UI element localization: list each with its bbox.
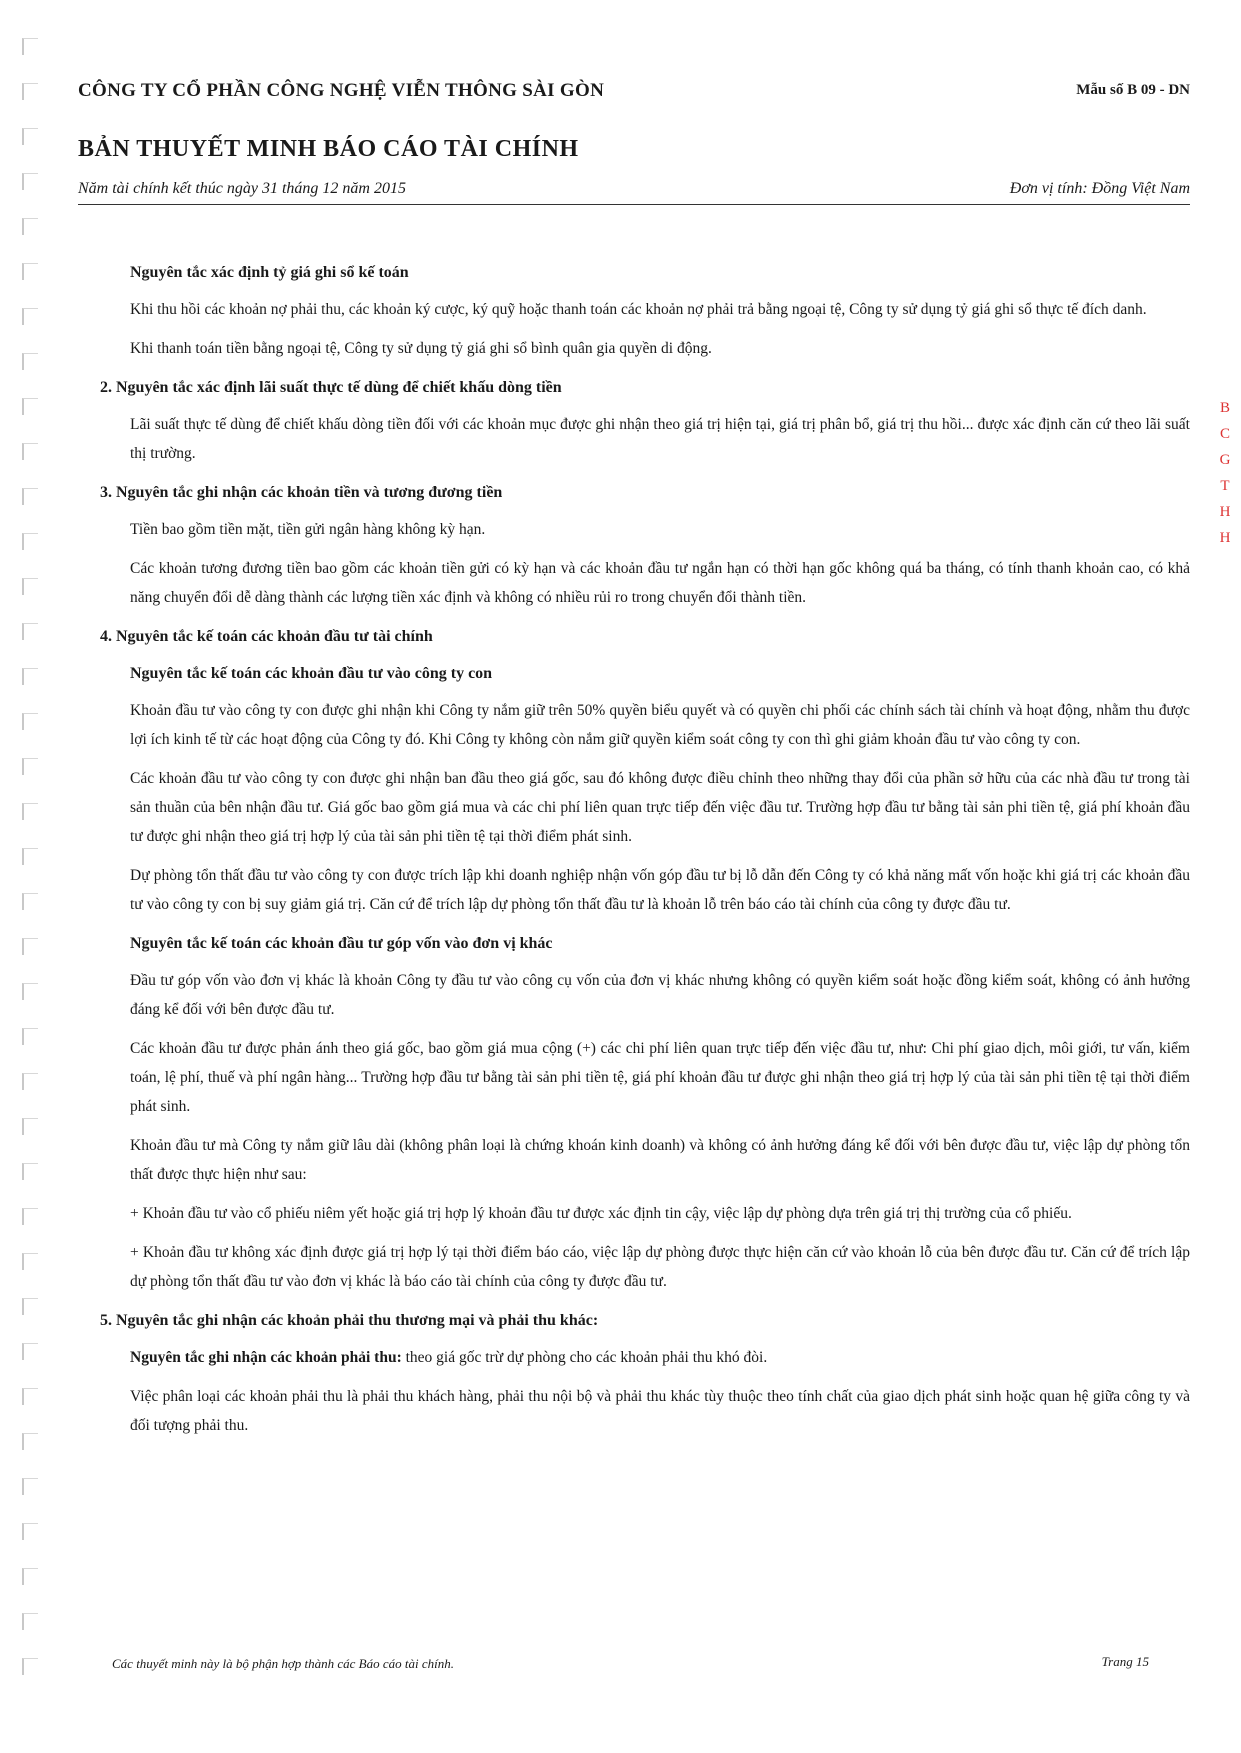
heading-subsidiary-investment: Nguyên tắc kế toán các khoản đầu tư vào công ty con bbox=[130, 665, 493, 682]
paragraph: Các khoản tương đương tiền bao gồm các khoản tiền gửi có kỳ hạn và các khoản đầu tư ngắn hạn có thời hạn gốc không quá ba tháng, có tính thanh khoản cao, có khả năng chuyển đổi dễ dàng thành các lượng tiền xác định và không có nhiều rủi ro trong chuyển đổi thành tiền. bbox=[130, 560, 1190, 606]
paragraph: Khoản đầu tư vào công ty con được ghi nhận khi Công ty nắm giữ trên 50% quyền biểu quyết và có quyền chi phối các chính sách tài chính và hoạt động, nhằm thu được lợi ích kinh tế từ các hoạt động của Công ty đó. Khi Công ty không còn nắm giữ quyền kiểm soát công ty con thì ghi giảm khoản đầu tư vào công ty con. bbox=[130, 702, 1190, 748]
company-name: CÔNG TY CỔ PHẦN CÔNG NGHỆ VIỄN THÔNG SÀI GÒN bbox=[78, 80, 605, 101]
currency-unit: Đơn vị tính: Đồng Việt Nam bbox=[1009, 180, 1190, 197]
paragraph: + Khoản đầu tư không xác định được giá trị hợp lý tại thời điểm báo cáo, việc lập dự phòng được thực hiện căn cứ vào khoản lỗ của bên được đầu tư. Căn cứ để trích lập dự phòng tổn thất đầu tư vào đơn vị khác là báo cáo tài chính của công ty được đầu tư. bbox=[130, 1244, 1190, 1290]
page-number: Trang 15 bbox=[1101, 1654, 1149, 1669]
paragraph: Việc phân loại các khoản phải thu là phải thu khách hàng, phải thu nội bộ và phải thu khác tùy thuộc theo tính chất của giao dịch phát sinh hoặc quan hệ giữa công ty và đối tượng phải thu. bbox=[130, 1388, 1190, 1434]
receivables-rest: theo giá gốc trừ dự phòng cho các khoản phải thu khó đòi. bbox=[401, 1349, 768, 1366]
fiscal-year-subtitle: Năm tài chính kết thúc ngày 31 tháng 12 năm 2015 bbox=[78, 180, 406, 197]
paragraph: Khoản đầu tư mà Công ty nắm giữ lâu dài (không phân loại là chứng khoán kinh doanh) và không có ảnh hưởng đáng kể đối với bên được đầu tư, việc lập dự phòng tổn thất được thực hiện như sau: bbox=[130, 1137, 1190, 1183]
paragraph: Tiền bao gồm tiền mặt, tiền gửi ngân hàng không kỳ hạn. bbox=[130, 521, 486, 538]
document-body bbox=[100, 252, 1190, 1450]
paragraph: Các khoản đầu tư vào công ty con được ghi nhận ban đầu theo giá gốc, sau đó không được điều chỉnh theo những thay đổi của phần sở hữu của các nhà đầu tư trong tài sản thuần của bên nhận đầu tư. Giá gốc bao gồm giá mua và các chi phí liên quan trực tiếp đến việc đầu tư. Trường hợp đầu tư bằng tài sản phi tiền tệ, giá phí khoản đầu tư được ghi nhận theo giá trị hợp lý của tài sản phi tiền tệ tại thời điểm phát sinh. bbox=[130, 770, 1190, 845]
form-number: Mẫu số B 09 - DN bbox=[1076, 82, 1190, 98]
section-4-title: 4. Nguyên tắc kế toán các khoản đầu tư tài chính bbox=[100, 628, 433, 645]
section-2-title: 2. Nguyên tắc xác định lãi suất thực tế dùng để chiết khấu dòng tiền bbox=[100, 379, 562, 396]
binder-margin-marks bbox=[22, 38, 44, 1698]
paragraph: Các khoản đầu tư được phản ánh theo giá gốc, bao gồm giá mua cộng (+) các chi phí liên quan trực tiếp đến việc đầu tư, như: Chi phí giao dịch, môi giới, tư vấn, kiểm toán, lệ phí, thuế và phí ngân hàng... Trường hợp đầu tư bằng tài sản phi tiền tệ, giá phí khoản đầu tư được ghi nhận theo giá trị hợp lý của tài sản phi tiền tệ tại thời điểm phát sinh. bbox=[130, 1040, 1190, 1115]
footer-note: Các thuyết minh này là bộ phận hợp thành các Báo cáo tài chính. bbox=[112, 1656, 454, 1671]
receivables-lead: Nguyên tắc ghi nhận các khoản phải thu: bbox=[130, 1349, 402, 1366]
heading-exchange-rate: Nguyên tắc xác định tỷ giá ghi sổ kế toán bbox=[130, 264, 409, 281]
document-title: BẢN THUYẾT MINH BÁO CÁO TÀI CHÍNH bbox=[78, 136, 579, 162]
paragraph bbox=[130, 1343, 1190, 1372]
paragraph: Lãi suất thực tế dùng để chiết khấu dòng tiền đối với các khoản mục được ghi nhận theo giá trị hiện tại, giá trị phân bổ, giá trị thu hồi... được xác định căn cứ theo lãi suất thị trường. bbox=[130, 416, 1190, 462]
paragraph: Đầu tư góp vốn vào đơn vị khác là khoản Công ty đầu tư vào công cụ vốn của đơn vị khác nhưng không có quyền kiểm soát hoặc đồng kiểm soát, không có ảnh hưởng đáng kể đối với bên được đầu tư. bbox=[130, 972, 1190, 1018]
paragraph: Khi thanh toán tiền bằng ngoại tệ, Công ty sử dụng tỷ giá ghi sổ bình quân gia quyền di động. bbox=[130, 340, 712, 357]
red-stamp-edge: B C G T H H bbox=[1219, 400, 1231, 546]
paragraph: + Khoản đầu tư vào cổ phiếu niêm yết hoặc giá trị hợp lý khoản đầu tư được xác định tin cậy, việc lập dự phòng dựa trên giá trị thị trường của cổ phiếu. bbox=[130, 1205, 1072, 1222]
paragraph: Dự phòng tổn thất đầu tư vào công ty con được trích lập khi doanh nghiệp nhận vốn góp đầu tư bị lỗ dẫn đến Công ty có khả năng mất vốn hoặc khi giá trị các khoản đầu tư vào công ty con bị suy giảm giá trị. Căn cứ để trích lập dự phòng tổn thất đầu tư là khoản lỗ trên báo cáo tài chính của công ty được đầu tư. bbox=[130, 867, 1190, 913]
paragraph: Khi thu hồi các khoản nợ phải thu, các khoản ký cược, ký quỹ hoặc thanh toán các khoản nợ phải trả bằng ngoại tệ, Công ty sử dụng tỷ giá ghi sổ thực tế đích danh. bbox=[130, 301, 1147, 318]
heading-other-entity-investment: Nguyên tắc kế toán các khoản đầu tư góp vốn vào đơn vị khác bbox=[130, 935, 553, 952]
section-3-title: 3. Nguyên tắc ghi nhận các khoản tiền và tương đương tiền bbox=[100, 484, 503, 501]
section-5-title: 5. Nguyên tắc ghi nhận các khoản phải thu thương mại và phải thu khác: bbox=[100, 1312, 599, 1329]
header-divider bbox=[78, 204, 1190, 205]
